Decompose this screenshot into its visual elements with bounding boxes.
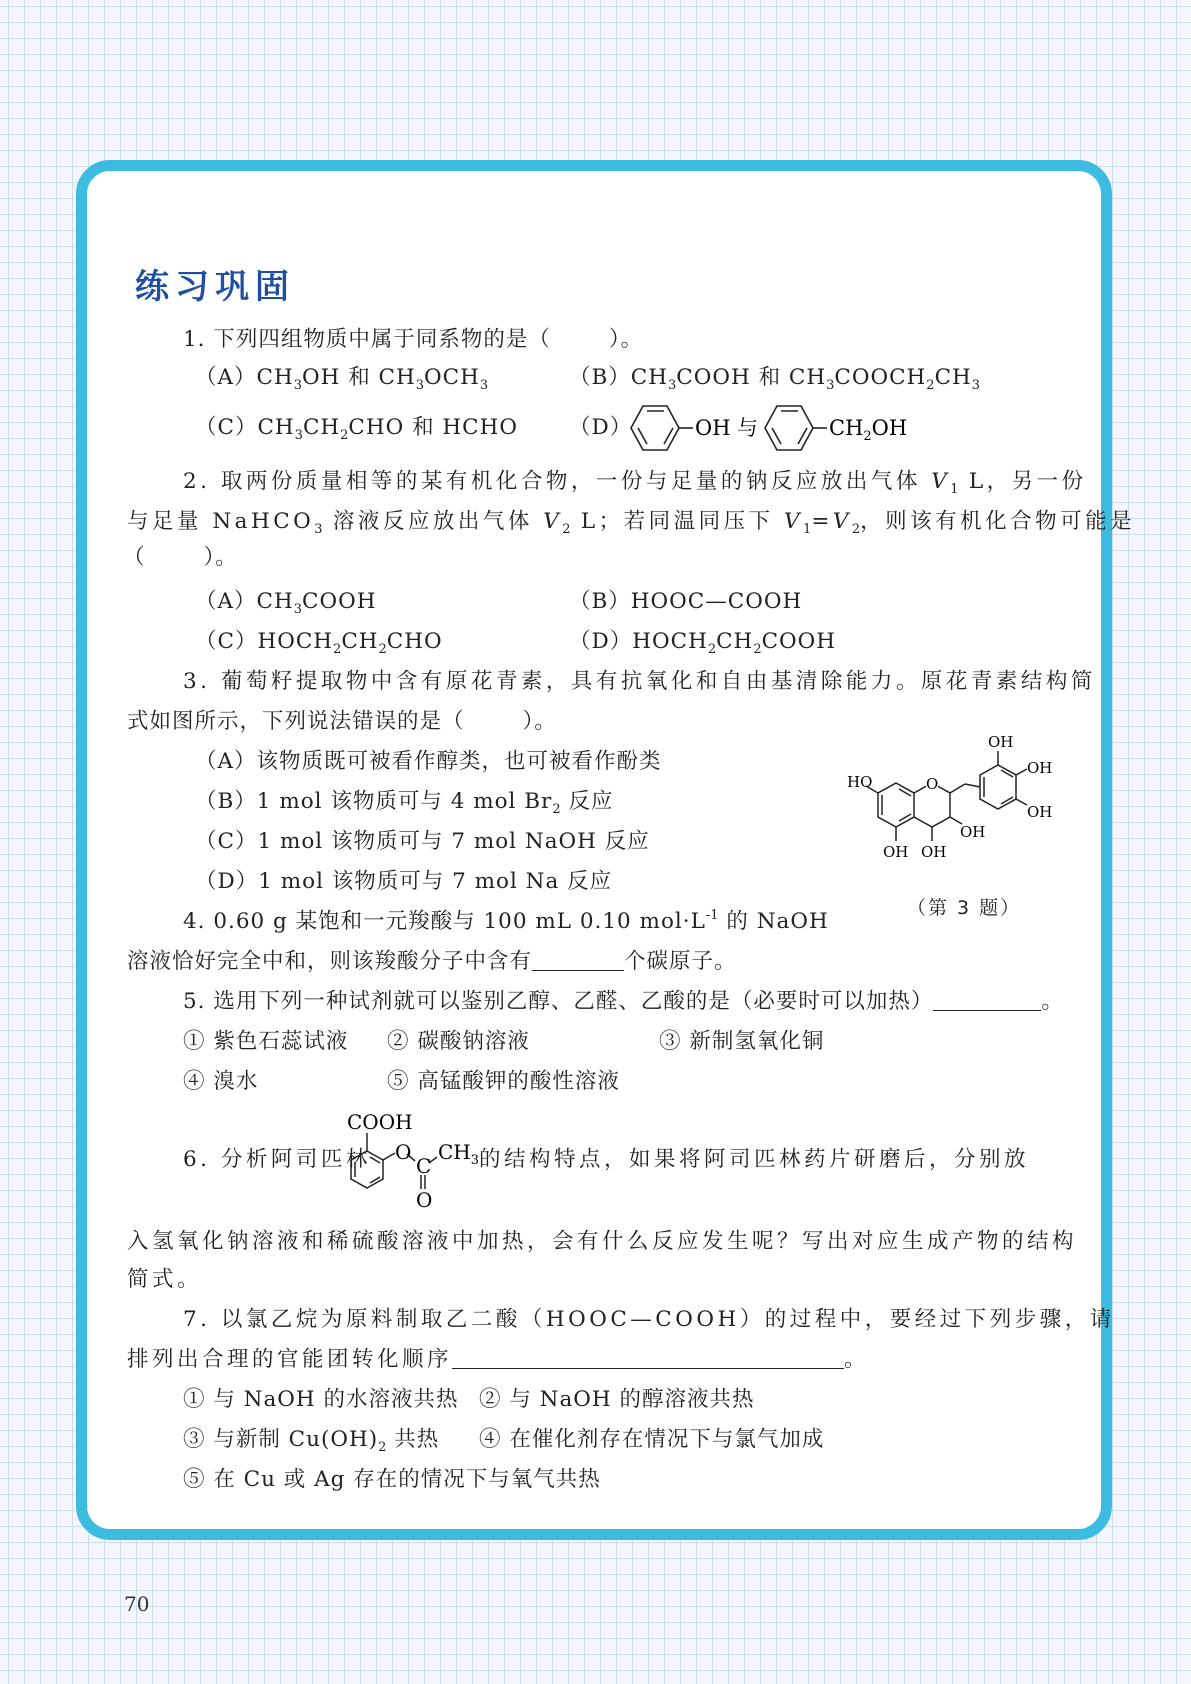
q1-option-c: $(C)CH_3CH_2CHO$ 和 HCHO xyxy=(195,415,518,443)
q1-stem xyxy=(183,325,643,355)
q2-paren-close: ）。 xyxy=(203,545,238,570)
ring-oxygen-label: O xyxy=(926,775,939,793)
q5-stem xyxy=(183,987,1064,1017)
q1-stem-text: 1. 下列四组物质中属于同系物的是（ xyxy=(183,327,551,352)
q7-step-2: ② 与 NaOH 的醇溶液共热 xyxy=(479,1387,755,1412)
q3-option-c: （C）1 mol 该物质可与 7 mol NaOH 反应 xyxy=(195,829,650,854)
q2-line3 xyxy=(123,543,238,573)
q5-option-4: ④ 溴水 xyxy=(183,1069,259,1094)
aspirin-carbonyl-o-label: O xyxy=(416,1188,433,1212)
exercise-card xyxy=(76,160,1136,1540)
q6-line1-end: 的结构特点，如果将阿司匹林药片研磨后，分别放 xyxy=(479,1147,1030,1172)
q4-answer-blank xyxy=(532,948,624,971)
aspirin-carbonyl-c-label: C xyxy=(416,1154,432,1178)
q2-line2: 与足量 NaHCO$_3$ 溶液反应放出气体 $V_2$ L；若同温同压下 $V_1=V_2$，则该有机化合物可能是 xyxy=(127,509,1136,537)
q7-answer-blank xyxy=(452,1346,844,1369)
aspirin-structure xyxy=(337,1110,480,1212)
q3-stem-text: 式如图所示，下列说法错误的是（ xyxy=(127,709,465,734)
q7-line2 xyxy=(127,1345,867,1375)
aspirin-ester-o-label: O xyxy=(395,1140,412,1164)
q3-option-b: （B）1 mol 该物质可与 4 mol $Br_2$ 反应 xyxy=(195,789,614,817)
q2-line1: 2. 取两份质量相等的某有机化合物，一份与足量的钠反应放出气体 $V_1$ L，另一份 xyxy=(183,469,1087,497)
page-number: 70 xyxy=(124,1592,150,1616)
q5-answer-blank xyxy=(933,988,1041,1011)
q6-line2: 入氢氧化钠溶液和稀硫酸溶液中加热，会有什么反应发生呢？写出对应生成产物的结构 xyxy=(127,1229,1078,1254)
q4-line2 xyxy=(127,947,737,977)
q2-paren-open: （ xyxy=(123,545,146,570)
q7-stem-end: 。 xyxy=(844,1347,867,1372)
q2-option-c: $(C)HOCH_2CH_2CHO$ xyxy=(195,629,443,657)
q1-option-d-structures xyxy=(617,393,927,457)
oh-label-c4: OH xyxy=(960,823,986,841)
oh-label-a: OH xyxy=(883,843,909,861)
q2-option-a: $(A)CH_3COOH$ xyxy=(195,589,377,617)
q7-step-3: ③ 与新制 $Cu(OH)_2$ 共热 xyxy=(183,1427,440,1455)
q2-option-d: $(D)HOCH_2CH_2COOH$ xyxy=(569,629,837,657)
q1-option-b: $(B)CH_3COOH$ 和 $CH_3COOCH_2CH_3$ xyxy=(569,365,981,393)
q7-step-4: ④ 在催化剂存在情况下与氯气加成 xyxy=(479,1427,825,1452)
q1-d-and: 与 xyxy=(737,416,758,440)
q7-stem-text: 排列出合理的官能团转化顺序 xyxy=(127,1347,453,1372)
q1-d-ch2oh: $CH_2OH$ xyxy=(829,416,908,444)
q4-stem-text: 溶液恰好完全中和，则该羧酸分子中含有 xyxy=(127,949,533,974)
q1-option-d-label: （D） xyxy=(569,415,633,440)
q5-option-2: ② 碳酸钠溶液 xyxy=(387,1029,530,1054)
aspirin-ch3-label: $CH_3$ xyxy=(438,1140,480,1168)
q3-line1: 3. 葡萄籽提取物中含有原花青素，具有抗氧化和自由基清除能力。原花青素结构简 xyxy=(183,669,1096,694)
q1-d-oh: OH xyxy=(695,416,731,440)
q7-step-1: ① 与 NaOH 的水溶液共热 xyxy=(183,1387,459,1412)
q6-line3: 简式。 xyxy=(127,1267,203,1292)
q5-option-1: ① 紫色石蕊试液 xyxy=(183,1029,349,1054)
q3-line2 xyxy=(127,707,557,737)
q4-line1: 4. 0.60 g 某饱和一元羧酸与 100 mL 0.10 $mol\cdot L^{-1}$ 的 NaOH xyxy=(183,908,829,934)
q4-stem-end: 个碳原子。 xyxy=(624,949,737,974)
q3-figure-caption: （第 3 题） xyxy=(907,897,1022,919)
q3-stem-end: ）。 xyxy=(522,709,557,734)
q2-option-b: （B）HOOC—COOH xyxy=(569,589,803,614)
oh-label-b1: OH xyxy=(988,733,1014,751)
oh-label-b3: OH xyxy=(1027,803,1053,821)
q5-option-3: ③ 新制氢氧化铜 xyxy=(659,1029,825,1054)
q5-stem-text: 5. 选用下列一种试剂就可以鉴别乙醇、乙醛、乙酸的是（必要时可以加热） xyxy=(183,989,934,1014)
q5-option-5: ⑤ 高锰酸钾的酸性溶液 xyxy=(387,1069,620,1094)
aspirin-cooh-label: COOH xyxy=(347,1110,413,1134)
ho-label: HO xyxy=(847,773,873,791)
oh-label-c3: OH xyxy=(921,843,947,861)
q3-option-d: （D）1 mol 该物质可与 7 mol Na 反应 xyxy=(195,869,613,894)
q3-option-a: （A）该物质既可被看作醇类，也可被看作酚类 xyxy=(195,749,662,774)
q5-stem-end: 。 xyxy=(1041,989,1064,1014)
q7-step-5: ⑤ 在 Cu 或 Ag 存在的情况下与氧气共热 xyxy=(183,1467,601,1492)
q1-option-a: $(A)CH_3OH$ 和 $CH_3OCH_3$ xyxy=(195,365,489,393)
proanthocyanidin-structure xyxy=(847,727,1067,897)
q1-stem-end: ）。 xyxy=(608,327,644,352)
q7-line1: 7. 以氯乙烷为原料制取乙二酸（HOOC—COOH）的过程中，要经过下列步骤，请 xyxy=(183,1307,1115,1332)
q6-line1-start: 6. 分析阿司匹林 xyxy=(183,1147,371,1172)
section-title: 练习巩固 xyxy=(135,267,295,307)
oh-label-b2: OH xyxy=(1027,759,1053,777)
